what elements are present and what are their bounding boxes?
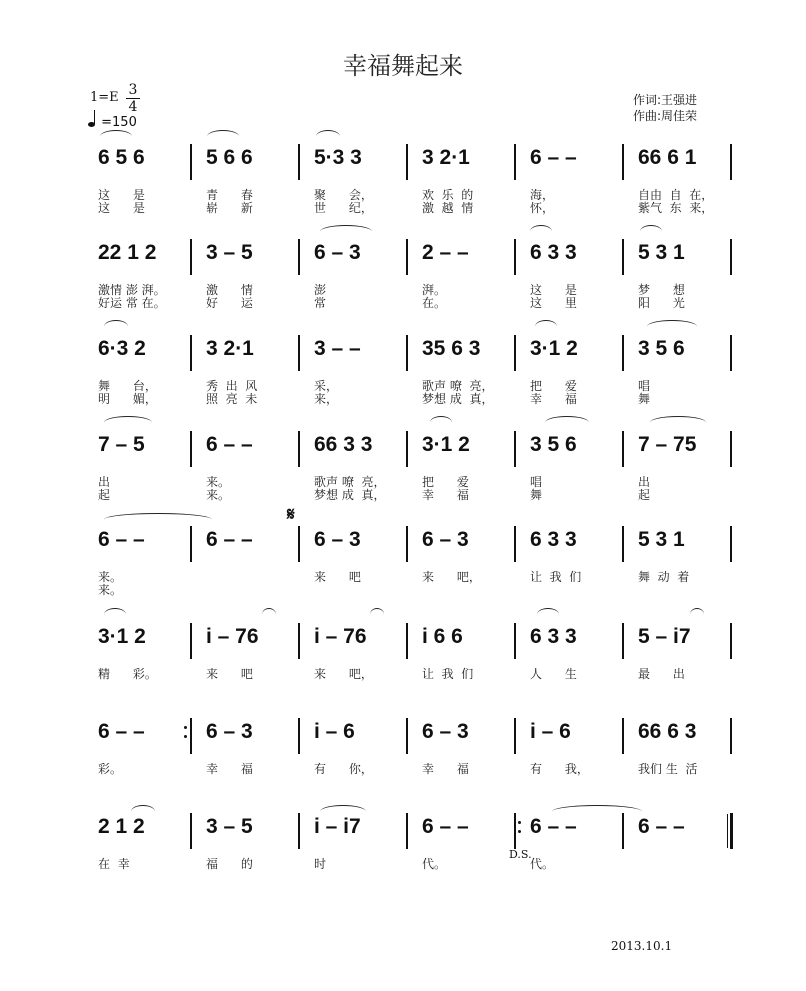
- measure-notes: 6 – 3: [206, 720, 253, 743]
- lyric-verse-2: 常: [314, 296, 327, 310]
- measure-notes: 3·1 2: [98, 625, 146, 648]
- measure: [412, 233, 520, 323]
- barline: [622, 623, 624, 659]
- lyric-verse-1: 人 生: [530, 667, 577, 681]
- lyric-verse-1: 澎: [314, 283, 327, 297]
- measure-notes: i – 6: [530, 720, 571, 743]
- measure-notes: 22 1 2: [98, 241, 157, 264]
- measure: [304, 617, 412, 707]
- measure: [196, 329, 304, 419]
- measure: [520, 425, 628, 515]
- measure: [88, 425, 196, 515]
- lyric-verse-1: 这 是: [530, 283, 577, 297]
- lyric-verse-1: 欢 乐 的: [422, 188, 474, 202]
- slur-mark: [316, 130, 340, 143]
- measure: [628, 520, 736, 610]
- score-system: [88, 617, 738, 707]
- barline: [514, 623, 516, 659]
- barline: [406, 431, 408, 467]
- measure: [304, 233, 412, 323]
- measure: [628, 329, 736, 419]
- lyric-verse-2: 来，: [314, 392, 339, 406]
- measure-notes: 66 6 3: [638, 720, 697, 743]
- slur-mark: [320, 225, 372, 238]
- date: 2013.10.1: [611, 939, 673, 953]
- quarter-note-icon: [89, 115, 97, 130]
- measure: [628, 138, 736, 228]
- lyric-verse-2: 舞: [638, 392, 651, 406]
- lyric-verse-1: 精 彩。: [98, 667, 157, 681]
- measure: [628, 233, 736, 323]
- barline: [406, 526, 408, 562]
- measure-notes: 6 – –: [206, 528, 253, 551]
- measure-notes: 6 – 3: [314, 241, 361, 264]
- measure-notes: i – 76: [206, 625, 259, 648]
- slur-mark: [647, 320, 697, 333]
- lyric-verse-2: 照 亮 未: [206, 392, 258, 406]
- score-system: [88, 233, 738, 323]
- measure: [196, 425, 304, 515]
- lyric-verse-2: 好 运: [206, 296, 253, 310]
- measure-notes: 7 – 75: [638, 433, 697, 456]
- barline: [406, 335, 408, 371]
- lyric-verse-1: 福 的: [206, 857, 253, 871]
- measure-notes: 66 6 1: [638, 146, 697, 169]
- measure-notes: 5 6 6: [206, 146, 253, 169]
- lyric-verse-1: 我们 生 活: [638, 762, 698, 776]
- barline: [730, 335, 732, 371]
- barline: [622, 144, 624, 180]
- barline: [622, 239, 624, 275]
- barline: [190, 623, 192, 659]
- barline: [190, 144, 192, 180]
- lyric-verse-1: 采，: [314, 379, 339, 393]
- barline: [514, 813, 516, 849]
- slur-mark: [370, 608, 384, 621]
- measure: [304, 520, 412, 610]
- lyric-verse-1: 秀 出 风: [206, 379, 258, 393]
- tempo-value: =150: [101, 115, 137, 130]
- slur-mark: [545, 416, 589, 429]
- measure: [196, 807, 304, 897]
- lyric-verse-1: 歌声 嘹 亮，: [422, 379, 494, 393]
- barline: [730, 623, 732, 659]
- measure-notes: 6 3 3: [530, 241, 577, 264]
- measure: [520, 138, 628, 228]
- lyric-verse-1: 在 幸: [98, 857, 130, 871]
- measure-notes: 6 5 6: [98, 146, 145, 169]
- lyric-verse-1: 海，: [530, 188, 555, 202]
- measure: [520, 712, 628, 802]
- measure-notes: 6 – 3: [422, 720, 469, 743]
- slur-mark: [100, 130, 132, 143]
- barline: [514, 431, 516, 467]
- measure-notes: 3 2·1: [422, 146, 470, 169]
- lyric-verse-1: 代。: [422, 857, 447, 871]
- lyric-verse-1: 激情 澎 湃。: [98, 283, 166, 297]
- measure: [412, 138, 520, 228]
- repeat-sign-icon: [184, 720, 187, 744]
- lyric-verse-1: 歌声 嘹 亮，: [314, 475, 386, 489]
- segno-icon: 𝄋: [287, 504, 295, 525]
- measure-notes: i 6 6: [422, 625, 463, 648]
- lyric-verse-1: 把 爱: [422, 475, 469, 489]
- measure: [412, 329, 520, 419]
- lyric-verse-2: 舞: [530, 488, 543, 502]
- score-system: [88, 329, 738, 419]
- measure-notes: 3 – –: [314, 337, 361, 360]
- measure-notes: 2 1 2: [98, 815, 145, 838]
- lyric-verse-2: 梦想 成 真，: [422, 392, 494, 406]
- lyric-verse-1: 有 你，: [314, 762, 373, 776]
- slur-mark: [640, 225, 662, 238]
- measure-notes: 5 – i7: [638, 625, 691, 648]
- barline: [730, 239, 732, 275]
- slur-mark: [552, 805, 642, 818]
- song-title: 幸福舞起来: [343, 52, 463, 80]
- measure-notes: 6·3 2: [98, 337, 146, 360]
- measure: [304, 807, 412, 897]
- measure-notes: 6 – –: [638, 815, 685, 838]
- measure: [88, 807, 196, 897]
- barline: [190, 526, 192, 562]
- lyric-verse-1: 湃。: [422, 283, 447, 297]
- lyric-verse-2: 梦想 成 真，: [314, 488, 386, 502]
- lyric-verse-1: 来 吧: [314, 570, 361, 584]
- measure: [628, 617, 736, 707]
- measure: [628, 807, 736, 897]
- measure: [520, 807, 628, 897]
- barline: [730, 526, 732, 562]
- score-system: [88, 520, 738, 610]
- measure: [304, 712, 412, 802]
- barline: [622, 431, 624, 467]
- measure: [88, 617, 196, 707]
- composer: 作曲:周佳荣: [633, 109, 698, 123]
- measure: [196, 138, 304, 228]
- lyricist: 作词:王强进: [633, 93, 698, 107]
- lyric-verse-1: 唱: [530, 475, 543, 489]
- barline: [190, 239, 192, 275]
- measure-notes: 3 5 6: [530, 433, 577, 456]
- barline: [298, 718, 300, 754]
- measure-notes: 6 – –: [530, 815, 577, 838]
- slur-mark: [104, 320, 128, 333]
- measure: [520, 233, 628, 323]
- measure: [88, 520, 196, 610]
- lyric-verse-1: 把 爱: [530, 379, 577, 393]
- barline: [298, 335, 300, 371]
- slur-mark: [430, 416, 452, 429]
- lyric-verse-1: 时: [314, 857, 327, 871]
- lyric-verse-1: 自由 自 在，: [638, 188, 714, 202]
- key-signature: 1=E: [90, 90, 119, 105]
- measure-notes: 6 – –: [422, 815, 469, 838]
- lyric-verse-2: 起: [98, 488, 111, 502]
- measure-notes: i – 76: [314, 625, 367, 648]
- measure-notes: 5 3 1: [638, 241, 685, 264]
- barline: [190, 335, 192, 371]
- measure-notes: 6 – 3: [314, 528, 361, 551]
- barline: [406, 144, 408, 180]
- slur-mark: [530, 225, 552, 238]
- measure: [196, 233, 304, 323]
- lyric-verse-1: 彩。: [98, 762, 123, 776]
- measure-notes: 6 3 3: [530, 528, 577, 551]
- lyric-verse-2: 来。: [206, 488, 231, 502]
- barline: [730, 431, 732, 467]
- measure-notes: i – 6: [314, 720, 355, 743]
- lyric-verse-1: 让 我 们: [530, 570, 582, 584]
- measure-notes: i – i7: [314, 815, 361, 838]
- measure-notes: 3·1 2: [530, 337, 578, 360]
- lyric-verse-2: 阳 光: [638, 296, 685, 310]
- slur-mark: [690, 608, 704, 621]
- measure-notes: 6 – –: [530, 146, 577, 169]
- barline: [298, 813, 300, 849]
- barline: [298, 431, 300, 467]
- barline: [622, 813, 624, 849]
- score-system: [88, 807, 738, 897]
- lyric-verse-2: 这 是: [98, 201, 145, 215]
- barline: [514, 144, 516, 180]
- measure-notes: 7 – 5: [98, 433, 145, 456]
- barline: [730, 813, 733, 849]
- slur-mark: [320, 805, 366, 818]
- slur-mark: [650, 416, 706, 429]
- lyric-verse-1: 激 情: [206, 283, 253, 297]
- slur-mark: [104, 513, 212, 526]
- lyric-verse-2: 明 媚，: [98, 392, 157, 406]
- measure: [412, 807, 520, 897]
- measure: [628, 425, 736, 515]
- measure-notes: 3·1 2: [422, 433, 470, 456]
- lyric-verse-1: 聚 会，: [314, 188, 373, 202]
- lyric-verse-1: 来 吧，: [314, 667, 373, 681]
- measure-notes: 5·3 3: [314, 146, 362, 169]
- measure-notes: 6 3 3: [530, 625, 577, 648]
- measure: [196, 712, 304, 802]
- measure: [304, 329, 412, 419]
- measure: [628, 712, 736, 802]
- slur-mark: [104, 416, 152, 429]
- barline: [406, 623, 408, 659]
- barline: [622, 526, 624, 562]
- lyric-verse-1: 来 吧，: [422, 570, 481, 584]
- lyric-verse-1: 青 春: [206, 188, 253, 202]
- lyric-verse-1: 来 吧: [206, 667, 253, 681]
- measure-notes: 3 – 5: [206, 815, 253, 838]
- measure-notes: 6 – –: [98, 720, 145, 743]
- measure-notes: 66 3 3: [314, 433, 373, 456]
- lyric-verse-2: 好运 常 在。: [98, 296, 166, 310]
- lyric-verse-1: 梦 想: [638, 283, 685, 297]
- measure: [520, 520, 628, 610]
- lyric-verse-2: 激 越 情: [422, 201, 474, 215]
- measure-notes: 2 – –: [422, 241, 469, 264]
- measure: [520, 329, 628, 419]
- lyric-verse-2: 紫气 东 来，: [638, 201, 714, 215]
- time-signature-bottom: 4: [126, 98, 140, 115]
- barline: [730, 144, 732, 180]
- barline: [298, 239, 300, 275]
- time-signature: [126, 82, 140, 115]
- lyric-verse-1: 来。: [98, 570, 123, 584]
- barline: [298, 526, 300, 562]
- measure: [412, 712, 520, 802]
- barline: [190, 718, 192, 754]
- slur-mark: [537, 608, 559, 621]
- dal-segno-marking: D.S.: [509, 848, 532, 861]
- barline: [298, 623, 300, 659]
- lyric-verse-2: 在。: [422, 296, 447, 310]
- slur-mark: [262, 608, 276, 621]
- lyric-verse-1: 唱: [638, 379, 651, 393]
- measure: [196, 520, 304, 610]
- measure: [304, 138, 412, 228]
- measure: [88, 329, 196, 419]
- lyric-verse-1: 最 出: [638, 667, 685, 681]
- lyric-verse-1: 出: [98, 475, 111, 489]
- measure: [520, 617, 628, 707]
- lyric-verse-1: 代。: [530, 857, 555, 871]
- measure-notes: 6 – –: [206, 433, 253, 456]
- measure: [88, 712, 196, 802]
- measure-notes: 6 – –: [98, 528, 145, 551]
- measure: [412, 520, 520, 610]
- lyric-verse-2: 这 里: [530, 296, 577, 310]
- barline: [514, 718, 516, 754]
- tempo-marking: [89, 112, 137, 130]
- measure-notes: 35 6 3: [422, 337, 481, 360]
- lyric-verse-1: 舞 动 着: [638, 570, 690, 584]
- barline: [298, 144, 300, 180]
- slur-mark: [131, 805, 155, 818]
- measure-notes: 6 – 3: [422, 528, 469, 551]
- barline: [730, 718, 732, 754]
- barline: [514, 239, 516, 275]
- barline: [622, 718, 624, 754]
- lyric-verse-1: 舞 台，: [98, 379, 157, 393]
- lyric-verse-1: 出: [638, 475, 651, 489]
- lyric-verse-2: 怀，: [530, 201, 555, 215]
- barline: [514, 526, 516, 562]
- repeat-sign-icon: [518, 815, 521, 839]
- barline: [190, 431, 192, 467]
- measure-notes: 5 3 1: [638, 528, 685, 551]
- lyric-verse-1: 幸 福: [206, 762, 253, 776]
- measure-notes: 3 2·1: [206, 337, 254, 360]
- barline: [406, 718, 408, 754]
- lyric-verse-1: 让 我 们: [422, 667, 474, 681]
- lyric-verse-2: 崭 新: [206, 201, 253, 215]
- lyric-verse-2: 起: [638, 488, 651, 502]
- barline: [622, 335, 624, 371]
- lyric-verse-1: 有 我，: [530, 762, 589, 776]
- lyric-verse-2: 来。: [98, 583, 123, 597]
- measure: [412, 425, 520, 515]
- credits: [633, 92, 697, 124]
- barline: [406, 239, 408, 275]
- lyric-verse-2: 世 纪，: [314, 201, 373, 215]
- time-signature-top: 3: [128, 82, 138, 98]
- slur-mark: [207, 130, 239, 143]
- measure-notes: 3 5 6: [638, 337, 685, 360]
- measure: [196, 617, 304, 707]
- measure: [412, 617, 520, 707]
- lyric-verse-2: 幸 福: [422, 488, 469, 502]
- slur-mark: [104, 608, 126, 621]
- measure: [88, 138, 196, 228]
- barline: [406, 813, 408, 849]
- barline: [190, 813, 192, 849]
- lyric-verse-1: 这 是: [98, 188, 145, 202]
- lyric-verse-1: 来。: [206, 475, 231, 489]
- score-system: [88, 138, 738, 228]
- lyric-verse-1: 幸 福: [422, 762, 469, 776]
- score-system: [88, 425, 738, 515]
- lyric-verse-2: 幸 福: [530, 392, 577, 406]
- measure: [88, 233, 196, 323]
- measure: [304, 425, 412, 515]
- barline: [514, 335, 516, 371]
- measure-notes: 3 – 5: [206, 241, 253, 264]
- slur-mark: [535, 320, 557, 333]
